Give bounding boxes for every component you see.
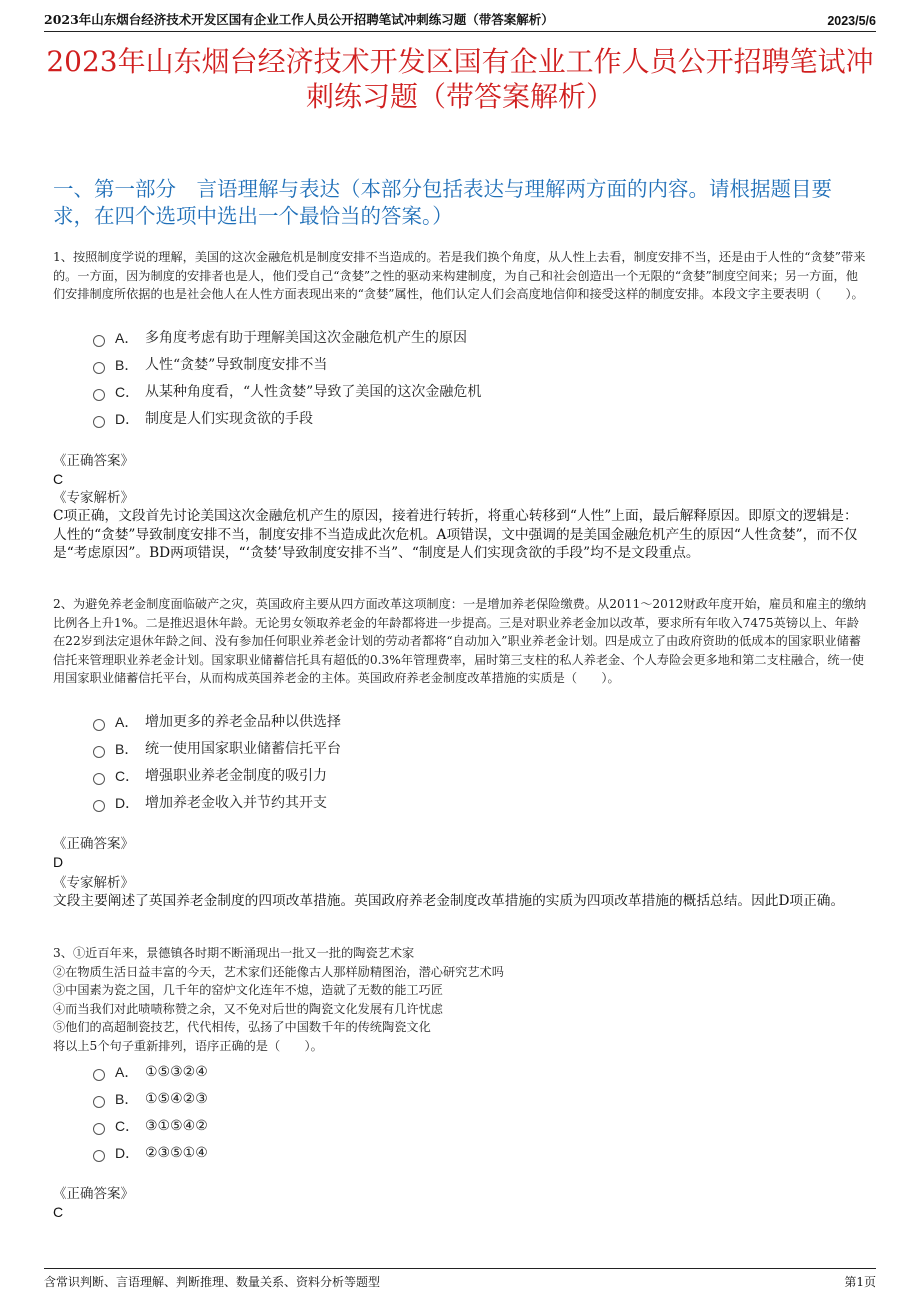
question-2-explanation: 文段主要阐述了英国养老金制度的四项改革措施。英国政府养老金制度改革措施的实质为四项改革措施的概括总结。因此D项正确。: [53, 893, 845, 909]
question-1-option-a[interactable]: [93, 328, 467, 348]
question-2-option-c[interactable]: [93, 766, 327, 786]
question-2-option-a[interactable]: [93, 712, 341, 732]
radio-button-icon[interactable]: [93, 773, 105, 785]
question-1-option-c[interactable]: [93, 382, 481, 402]
question-3-answer-label: 《正确答案》: [53, 1186, 134, 1202]
question-1-explanation-label: 《专家解析》: [53, 490, 134, 506]
question-1-stem: 1、按照制度学说的理解，美国的这次金融危机是制度安排不当造成的。若是我们换个角度，从人性上去看，制度安排不当，还是由于人性的“贪婪”带来的。一方面，因为制度的安排者也是人，他们受自己“贪婪”之性的驱动来构建制度，为自己和社会创造出一个无限的“贪婪”制度空间来；另一方面，他们安排制度所依据的也是社会他人在人性方面表现出来的“贪婪”属性，他们认定人们会高度地信仰和接受这样的制度安排。本段文字主要表明（ ）。: [53, 250, 866, 301]
footer-topics: 含常识判断、言语理解、判断推理、数量关系、资料分析等题型: [44, 1275, 381, 1289]
header-doc-title: 2023年山东烟台经济技术开发区国有企业工作人员公开招聘笔试冲刺练习题（带答案解析）: [44, 12, 554, 27]
question-3-stem-line: ⑤他们的高超制瓷技艺，代代相传，弘扬了中国数千年的传统陶瓷文化: [53, 1020, 431, 1034]
question-1-explanation: C项正确，文段首先讨论美国这次金融危机产生的原因，接着进行转折，将重心转移到“人性”上面，最后解释原因。即原文的逻辑是：人性的“贪婪”导致制度安排不当，制度安排不当造成此次危机。A项错误，文中强调的是美国金融危机产生的原因“人性贪婪”，而不仅是“考虑原因”。BD两项错误，“‘贪婪’导致制度安排不当”、“制度是人们实现贪欲的手段”均不是文段重点。: [53, 508, 858, 561]
question-2-option-d[interactable]: [93, 793, 327, 813]
option-letter: C．: [115, 768, 140, 784]
option-text: 统一使用国家职业储蓄信托平台: [145, 741, 341, 757]
question-1-answer-label: 《正确答案》: [53, 453, 134, 469]
option-letter: B．: [115, 741, 139, 757]
radio-button-icon[interactable]: [93, 1123, 105, 1135]
option-text: 增加养老金收入并节约其开支: [145, 795, 327, 811]
question-3-stem-line: 将以上5个句子重新排列，语序正确的是（ ）。: [53, 1038, 323, 1053]
option-text: ①⑤④②③: [145, 1091, 208, 1107]
question-1-option-d[interactable]: [93, 409, 313, 429]
section-heading: 一、第一部分 言语理解与表达（本部分包括表达与理解两方面的内容。请根据题目要求，在四个选项中选出一个最恰当的答案。）: [53, 177, 832, 228]
question-3-answer: C: [53, 1204, 64, 1220]
option-letter: C．: [115, 384, 140, 400]
radio-button-icon[interactable]: [93, 389, 105, 401]
question-3-option-a[interactable]: [93, 1062, 208, 1082]
option-text: 多角度考虑有助于理解美国这次金融危机产生的原因: [145, 330, 467, 346]
question-3-option-c[interactable]: [93, 1116, 208, 1136]
page-footer: [44, 1268, 876, 1290]
option-text: 增强职业养老金制度的吸引力: [145, 768, 327, 784]
option-text: 从某种角度看，“人性贪婪”导致了美国的这次金融危机: [145, 384, 482, 400]
header-date: 2023/5/6: [827, 14, 876, 28]
option-text: 制度是人们实现贪欲的手段: [145, 411, 313, 427]
page-title: 2023年山东烟台经济技术开发区国有企业工作人员公开招聘笔试冲刺练习题（带答案解析）: [46, 45, 874, 113]
question-3-stem: [53, 944, 870, 1055]
option-letter: A．: [115, 1064, 139, 1080]
question-3-stem-line: ②在物质生活日益丰富的今天，艺术家们还能像古人那样励精图治，潜心研究艺术吗: [53, 964, 504, 979]
radio-button-icon[interactable]: [93, 800, 105, 812]
option-text: 增加更多的养老金品种以供选择: [145, 714, 341, 730]
question-2-explanation-label: 《专家解析》: [53, 875, 134, 891]
question-3-stem-line: ③中国素为瓷之国，几千年的窑炉文化连年不熄，造就了无数的能工巧匠: [53, 983, 443, 997]
radio-button-icon[interactable]: [93, 746, 105, 758]
option-letter: D．: [115, 411, 140, 427]
question-3-stem-line: 3、①近百年来，景德镇各时期不断涌现出一批又一批的陶瓷艺术家: [53, 946, 415, 960]
radio-button-icon[interactable]: [93, 416, 105, 428]
radio-button-icon[interactable]: [93, 719, 105, 731]
question-3-stem-line: ④而当我们对此啧啧称赞之余，又不免对后世的陶瓷文化发展有几许忧虑: [53, 1001, 443, 1016]
question-1-answer: C: [53, 471, 64, 487]
question-2-answer-label: 《正确答案》: [53, 836, 134, 852]
option-letter: B．: [115, 357, 139, 373]
footer-page-number: 第1页: [844, 1275, 876, 1289]
radio-button-icon[interactable]: [93, 1096, 105, 1108]
question-2-option-b[interactable]: [93, 739, 341, 759]
option-letter: C．: [115, 1118, 140, 1134]
option-letter: B．: [115, 1091, 139, 1107]
radio-button-icon[interactable]: [93, 1150, 105, 1162]
question-3-option-b[interactable]: [93, 1089, 208, 1109]
option-letter: D．: [115, 1145, 140, 1161]
question-2-answer: D: [53, 854, 64, 870]
option-text: ①⑤③②④: [145, 1064, 208, 1080]
question-3-option-d[interactable]: [93, 1143, 208, 1163]
option-text: ②③⑤①④: [145, 1145, 208, 1161]
question-1-option-b[interactable]: [93, 355, 327, 375]
question-2-stem: 2、为避免养老金制度面临破产之灾，英国政府主要从四方面改革这项制度：一是增加养老保险缴费。从2011～2012财政年度开始，雇员和雇主的缴纳比例各上升1%。二是推迟退休年龄。无论男女领取养老金的年龄都将进一步提高。三是对职业养老金加以改革，要求所有年收入7475英镑以上、年龄在22岁到法定退休年龄之间、没有参加任何职业养老金计划的劳动者都将“自动加入”职业养老金计划。四是成立了由政府资助的低成本的国家职业储蓄信托来管理职业养老金计划。国家职业储蓄信托具有超低的0.3%年管理费率，届时第三支柱的私人养老金、个人寿险会更多地和第二支柱融合，统一使用国家职业储蓄信托平台，从而构成英国养老金的主体。英国政府养老金制度改革措施的实质是（ ）。: [53, 597, 867, 685]
option-text: ③①⑤④②: [145, 1118, 208, 1134]
radio-button-icon[interactable]: [93, 1069, 105, 1081]
radio-button-icon[interactable]: [93, 335, 105, 347]
option-text: 人性“贪婪”导致制度安排不当: [145, 357, 328, 373]
page-header: [44, 10, 876, 32]
option-letter: D．: [115, 795, 140, 811]
radio-button-icon[interactable]: [93, 362, 105, 374]
option-letter: A．: [115, 714, 139, 730]
option-letter: A．: [115, 330, 139, 346]
